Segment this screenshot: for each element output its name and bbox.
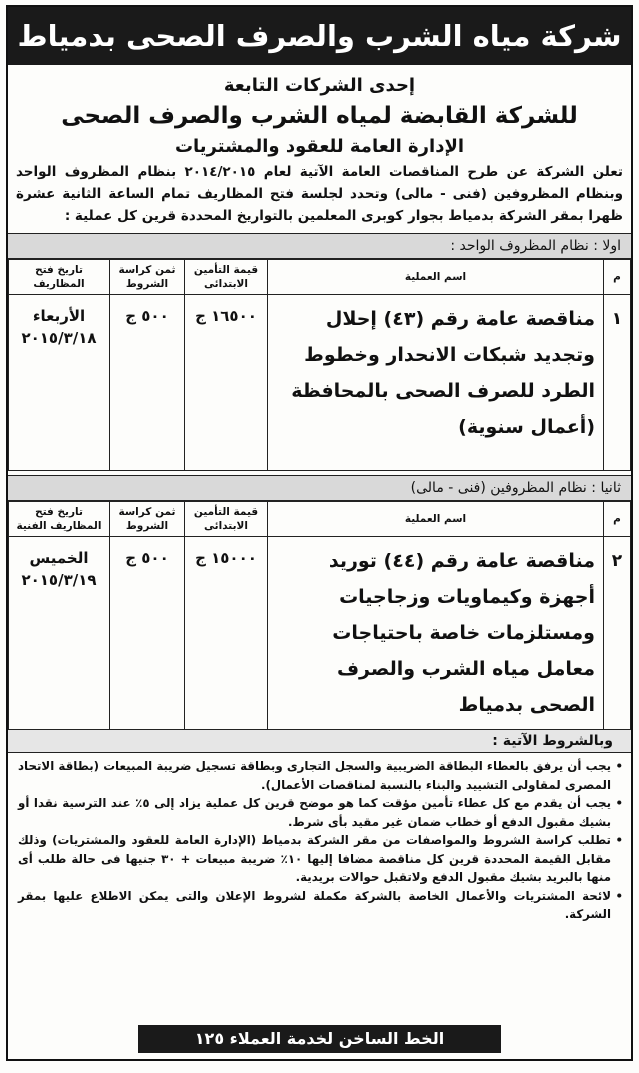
list-item: • لائحة المشتريات والأعمال الخاصة بالشركة مكملة لشروط الإعلان والتى يمكن الاطلاع عليها بمقر الشركة. bbox=[18, 887, 623, 924]
conditions-list bbox=[8, 757, 631, 924]
col-m: م bbox=[604, 260, 631, 295]
col-date: تاريخ فتح المظاريف bbox=[9, 260, 110, 295]
col-name: اسم العملية bbox=[268, 260, 604, 295]
operation-name: مناقصة عامة رقم (٤٤) توريد أجهزة وكيماويات وزجاجيات ومستلزمات خاصة باحتياجات معامل مياه الشرب والصرف الصحى بدمياط bbox=[268, 537, 604, 730]
col-booklet: ثمن كراسة الشروط bbox=[110, 260, 185, 295]
opening-date bbox=[9, 295, 110, 471]
table-header-row bbox=[9, 502, 631, 537]
col-booklet: ثمن كراسة الشروط bbox=[110, 502, 185, 537]
opening-day: الأربعاء bbox=[32, 307, 86, 325]
list-item: • تطلب كراسة الشروط والمواصفات من مقر الشركة بدمياط (الإدارة العامة للعقود والمشتريات) وذلك مقابل القيمة المحددة قرين كل مناقصة مضافا إليها ١٠٪ ضريبة مبيعات + ٣٠ جنيها فى حالة طلب أى منها بالبريد بشيك مقبول الدفع ولاتقبل حوالات بريدية. bbox=[18, 831, 623, 887]
table-row bbox=[9, 537, 631, 730]
operation-name: مناقصة عامة رقم (٤٣) إحلال وتجديد شبكات الانحدار وخطوط الطرد للصرف الصحى بالمحافظة (أعمال سنوية) bbox=[268, 295, 604, 471]
section-two-envelopes: ثانيا : نظام المظروفين (فنى - مالى) bbox=[8, 475, 631, 501]
insurance-value: ١٥٠٠٠ ج bbox=[185, 537, 268, 730]
col-m: م bbox=[604, 502, 631, 537]
col-name: اسم العملية bbox=[268, 502, 604, 537]
tenders-table-2 bbox=[8, 501, 631, 730]
col-date: تاريخ فتح المظاريف الفنية bbox=[9, 502, 110, 537]
table-header-row bbox=[9, 260, 631, 295]
hotline-banner: الخط الساخن لخدمة العملاء ١٢٥ bbox=[138, 1025, 501, 1053]
department-line: الإدارة العامة للعقود والمشتريات bbox=[174, 136, 465, 157]
opening-date bbox=[9, 537, 110, 730]
conditions-title: وبالشروط الآتية : bbox=[8, 730, 631, 753]
list-item: • يجب أن يقدم مع كل عطاء تأمين مؤقت كما هو موضح قرين كل عملية يزاد إلى ٥٪ عند الترسية نقدا أو بشيك مقبول الدفع أو خطاب ضمان غير مقيد بأى شرط. bbox=[18, 794, 623, 831]
tenders-table-1 bbox=[8, 259, 631, 471]
opening-date-value: ٢٠١٥/٣/١٩ bbox=[21, 571, 97, 589]
booklet-price: ٥٠٠ ج bbox=[110, 295, 185, 471]
insurance-value: ١٦٥٠٠ ج bbox=[185, 295, 268, 471]
opening-date-value: ٢٠١٥/٣/١٨ bbox=[21, 329, 97, 347]
row-number: ١ bbox=[604, 295, 631, 471]
list-item: • يجب أن يرفق بالعطاء البطاقة الضريبية والسجل التجارى وبطاقة تسجيل ضريبة المبيعات (بطاقة الاتحاد المصرى لمقاولى التشييد والبناء بالنسبة لمناقصات الأعمال). bbox=[18, 757, 623, 794]
section-single-envelope: اولا : نظام المظروف الواحد : bbox=[8, 233, 631, 259]
holding-company-line: للشركة القابضة لمياه الشرب والصرف الصحى bbox=[61, 103, 578, 129]
col-insurance: قيمة التأمين الابتدائى bbox=[185, 502, 268, 537]
intro-paragraph: تعلن الشركة عن طرح المناقصات العامة الآتية لعام ٢٠١٤/٢٠١٥ بنظام المظروف الواحد وبنظام المظروفين (فنى - مالى) وتحدد لجلسة فتح المظاريف تمام الساعة الثانية عشرة ظهرا بمقر الشركة بدمياط بجوار كوبرى المعلمين بالتواريخ المحددة قرين كل عملية : bbox=[16, 164, 623, 224]
table-row bbox=[9, 295, 631, 471]
row-number: ٢ bbox=[604, 537, 631, 730]
col-insurance: قيمة التأمين الابتدائى bbox=[185, 260, 268, 295]
company-title: شركة مياه الشرب والصرف الصحى بدمياط bbox=[8, 7, 631, 65]
affiliate-line: إحدى الشركات التابعة bbox=[223, 75, 416, 96]
opening-day: الخميس bbox=[29, 549, 89, 567]
booklet-price: ٥٠٠ ج bbox=[110, 537, 185, 730]
announcement bbox=[6, 5, 633, 1061]
